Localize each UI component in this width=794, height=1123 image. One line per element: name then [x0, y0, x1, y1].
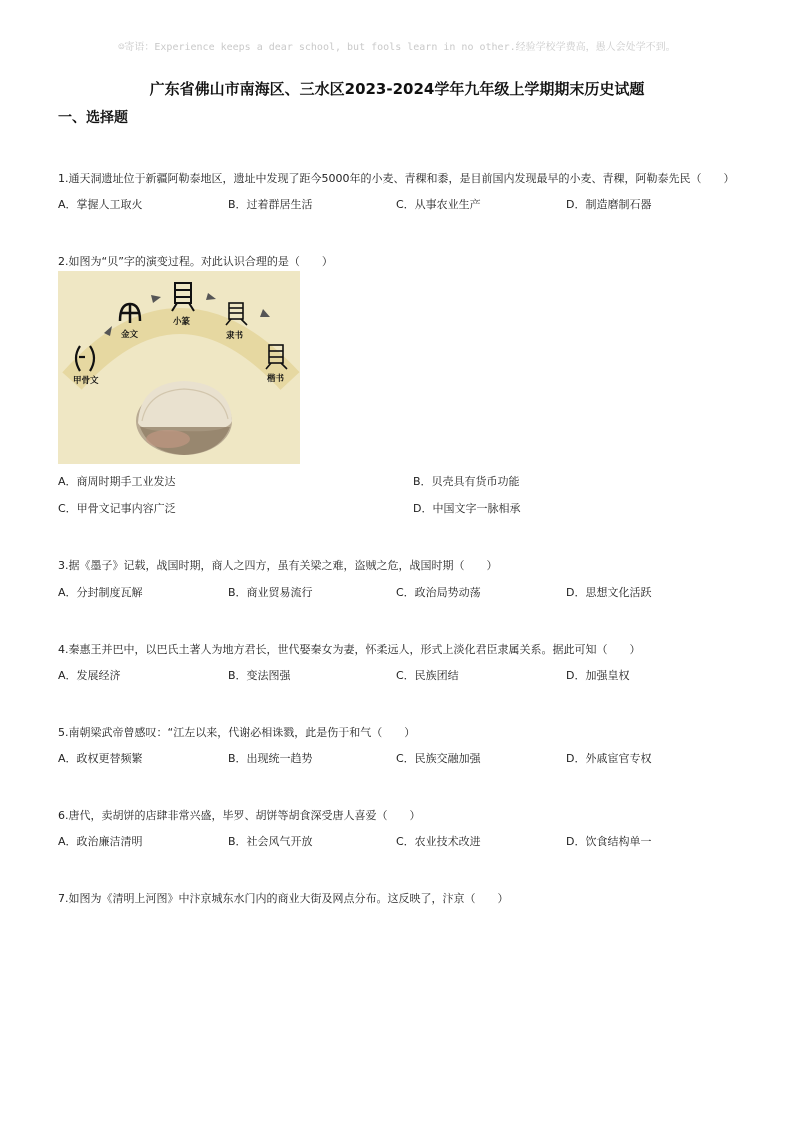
question-5-option-b[interactable]: B．出现统一趋势: [228, 752, 313, 765]
question-6-stem: 6.唐代，卖胡饼的店肆非常兴盛，毕罗、胡饼等胡食深受唐人喜爱（ ）: [58, 809, 421, 822]
label-small-seal: 小篆: [173, 317, 191, 327]
question-5-option-a[interactable]: A．政权更替频繁: [58, 752, 143, 765]
label-oracle-bone: 甲骨文: [73, 376, 99, 386]
question-4-option-b[interactable]: B．变法图强: [228, 669, 291, 682]
question-1-stem: 1.通天洞遗址位于新疆阿勒泰地区，遗址中发现了距今5000年的小麦、青稞和黍，是目前国内发现最早的小麦、青稞，阿勒泰先民（ ）: [58, 172, 735, 185]
question-6-option-b[interactable]: B．社会风气开放: [228, 835, 313, 848]
question-2-option-c[interactable]: C．甲骨文记事内容广泛: [58, 502, 176, 515]
question-3-option-d[interactable]: D．思想文化活跃: [566, 586, 652, 599]
question-1-option-a[interactable]: A．掌握人工取火: [58, 198, 143, 211]
question-5-stem: 5.南朝梁武帝曾感叹：“江左以来，代谢必相诛戮，此是伤于和气（ ）: [58, 726, 416, 739]
exam-title: 广东省佛山市南海区、三水区2023-2024学年九年级上学期期末历史试题: [149, 80, 645, 98]
question-2-option-d[interactable]: D．中国文字一脉相承: [413, 502, 521, 515]
question-6-option-c[interactable]: C．农业技术改进: [396, 835, 481, 848]
label-regular-script: 楷书: [267, 374, 285, 384]
bei-evolution-illustration: [58, 271, 300, 464]
question-6-option-a[interactable]: A．政治廉洁清明: [58, 835, 143, 848]
question-4-option-c[interactable]: C．民族团结: [396, 669, 459, 682]
section-title: 一、选择题: [58, 110, 128, 126]
question-3-stem: 3.据《墨子》记载，战国时期，商人之四方，虽有关梁之难，盗贼之危，战国时期（ ）: [58, 559, 498, 572]
question-5-option-c[interactable]: C．民族交融加强: [396, 752, 481, 765]
bei-character-evolution-figure: [58, 271, 300, 464]
question-4-option-a[interactable]: A．发展经济: [58, 669, 121, 682]
question-1-option-b[interactable]: B．过着群居生活: [228, 198, 313, 211]
question-6-option-d[interactable]: D．饮食结构单一: [566, 835, 652, 848]
question-5-option-d[interactable]: D．外戚宦官专权: [566, 752, 652, 765]
question-3-option-c[interactable]: C．政治局势动荡: [396, 586, 481, 599]
question-3-option-a[interactable]: A．分封制度瓦解: [58, 586, 143, 599]
question-7-stem: 7.如图为《清明上河图》中汴京城东水门内的商业大街及网点分布。这反映了，汴京（ ）: [58, 892, 509, 905]
question-1-option-c[interactable]: C．从事农业生产: [396, 198, 481, 211]
question-4-option-d[interactable]: D．加强皇权: [566, 669, 630, 682]
label-clerical-script: 隶书: [226, 331, 244, 341]
question-3-option-b[interactable]: B．商业贸易流行: [228, 586, 313, 599]
question-4-stem: 4.秦惠王并巴中，以巴氏土著人为地方君长，世代娶秦女为妻，怀柔远人，形式上淡化君臣隶属关系。据此可知（ ）: [58, 643, 641, 656]
question-1-option-d[interactable]: D．制造磨制石器: [566, 198, 652, 211]
label-bronze-inscription: 金文: [121, 330, 139, 340]
motto-watermark: ☺寄语：Experience keeps a dear school, but fools learn in no other.经验学校学费高，愚人会处学不到。: [118, 42, 676, 53]
question-2-option-a[interactable]: A．商周时期手工业发达: [58, 475, 176, 488]
question-2-option-b[interactable]: B．贝壳具有货币功能: [413, 475, 520, 488]
question-2-stem: 2.如图为“贝”字的演变过程。对此认识合理的是（ ）: [58, 255, 333, 268]
